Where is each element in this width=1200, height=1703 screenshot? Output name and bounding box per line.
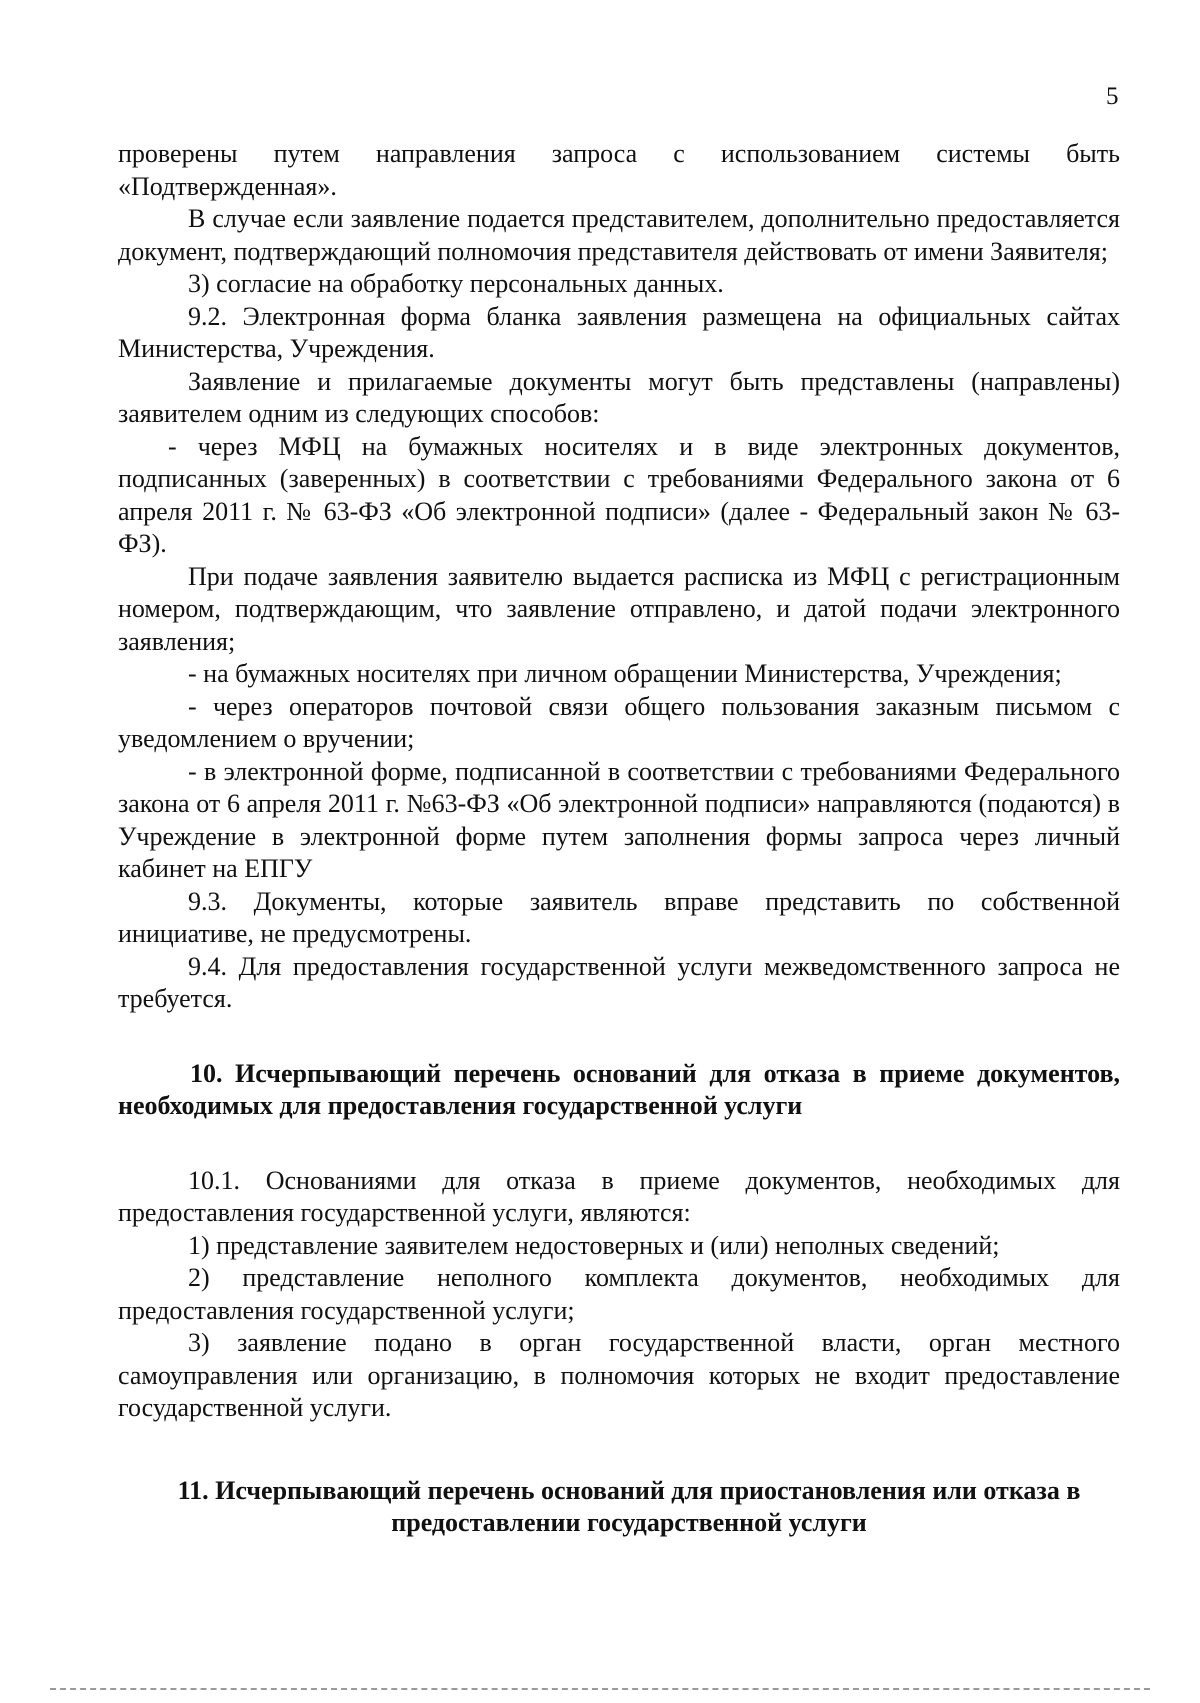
spacer xyxy=(118,1016,1120,1058)
paragraph: Заявление и прилагаемые документы могут быть представлены (направлены) заявителем одним из следующих способов: xyxy=(118,366,1120,428)
paragraph: При подаче заявления заявителю выдается расписка из МФЦ с регистрационным номером, подтверждающим, что заявление отправлено, и датой подачи электронного заявления; xyxy=(118,561,1120,656)
paragraph: проверены путем направления запроса с использованием системы быть «Подтвержденная». xyxy=(118,139,1120,201)
scan-edge-line xyxy=(50,1688,1150,1690)
list-item: - через МФЦ на бумажных носителях и в виде электронных документов, подписанных (заверенных) в соответствии с требованиями Федерального закона от 6 апреля 2011 г. № 63-ФЗ «Об электронной подписи» (далее - Федеральный закон № 63-ФЗ). xyxy=(118,431,1120,558)
spacer xyxy=(118,1123,1120,1165)
list-item: - через операторов почтовой связи общего пользования заказным письмом с уведомлением о вручении; xyxy=(118,691,1120,753)
list-item: 1) представление заявителем недостоверных и (или) неполных сведений; xyxy=(188,1230,1000,1260)
paragraph: 3) согласие на обработку персональных данных. xyxy=(188,269,724,298)
section-10-heading: 10. Исчерпывающий перечень оснований для отказа в приеме документов, необходимых для предоставления государственной услуги xyxy=(118,1058,1120,1120)
paragraph: В случае если заявление подается представителем, дополнительно предоставляется документ, подтверждающий полномочия представителя действовать от имени Заявителя; xyxy=(118,204,1120,266)
paragraph: 10.1. Основаниями для отказа в приеме документов, необходимых для предоставления государственной услуги, являются: xyxy=(118,1165,1120,1227)
list-item: - на бумажных носителях при личном обращении Министерства, Учреждения; xyxy=(188,659,1062,688)
list-item: 3) заявление подано в орган государственной власти, орган местного самоуправления или организацию, в полномочия которых не входит предоставление государственной услуги. xyxy=(118,1328,1120,1422)
page-number: 5 xyxy=(1106,83,1119,110)
paragraph: 9.4. Для предоставления государственной услуги межведомственного запроса не требуется. xyxy=(118,951,1120,1013)
spacer xyxy=(118,1425,1120,1475)
paragraph: 9.3. Документы, которые заявитель вправе представить по собственной инициативе, не предусмотрены. xyxy=(118,886,1120,948)
section-11-heading: 11. Исчерпывающий перечень оснований для приостановления или отказа в предоставлении государственной услуги xyxy=(177,1475,1081,1537)
document-body xyxy=(118,138,1120,1540)
paragraph: 9.2. Электронная форма бланка заявления размещена на официальных сайтах Министерства, Учреждения. xyxy=(118,301,1120,363)
list-item: 2) представление неполного комплекта документов, необходимых для предоставления государственной услуги; xyxy=(118,1263,1120,1325)
list-item: - в электронной форме, подписанной в соответствии с требованиями Федерального закона от 6 апреля 2011 г. №63-ФЗ «Об электронной подписи» направляются (подаются) в Учреждение в электронной форме путем заполнения формы запроса через личный кабинет на ЕПГУ xyxy=(118,756,1120,883)
